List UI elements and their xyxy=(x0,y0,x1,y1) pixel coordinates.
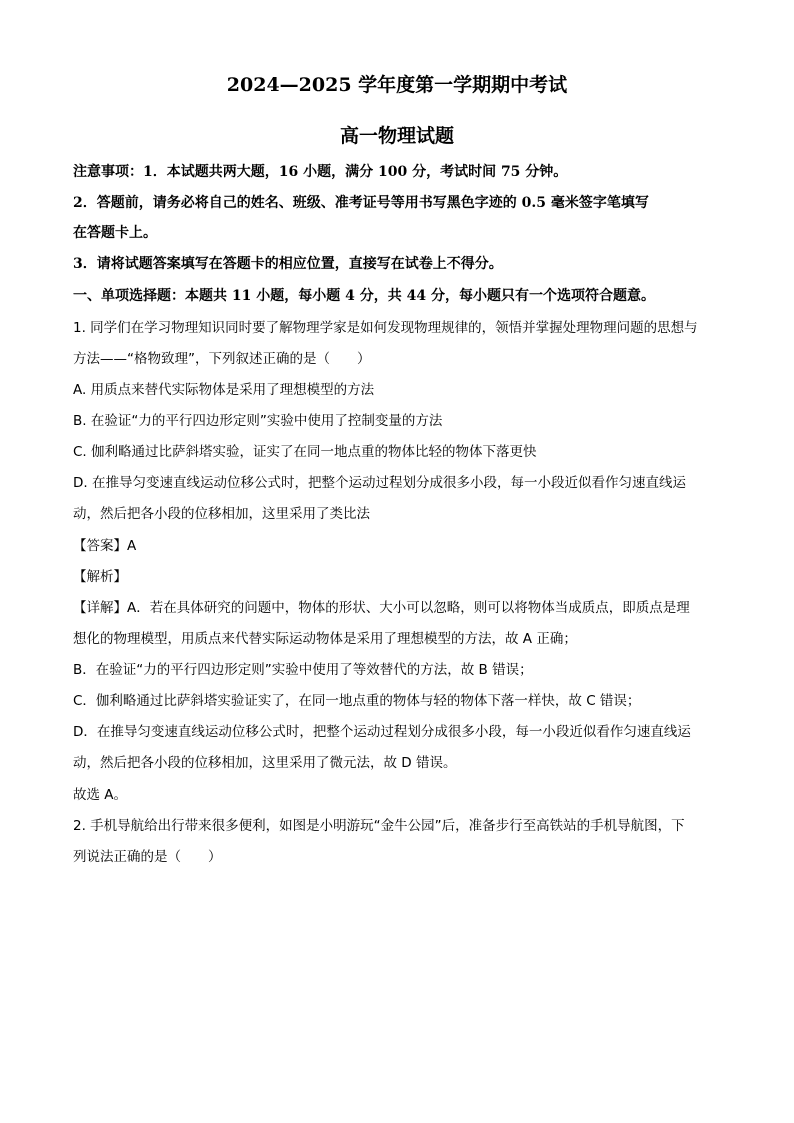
q1-detail-line-7: 故选 A。 xyxy=(73,787,128,803)
q1-detail-line-1: 【详解】A．若在具体研究的问题中，物体的形状、大小可以忽略，则可以将物体当成质点，即质点是理 xyxy=(73,600,690,616)
subject-title: 高一物理试题 xyxy=(339,125,454,147)
q1-detail-line-2: 想化的物理模型，用质点来代替实际运动物体是采用了理想模型的方法，故 A 正确； xyxy=(73,631,577,647)
q1-option-d-continued: 动，然后把各小段的位移相加，这里采用了类比法 xyxy=(73,506,370,522)
q1-detail-line-5: D．在推导匀变速直线运动位移公式时，把整个运动过程划分成很多小段，每一小段近似看作匀速直线运 xyxy=(73,724,691,740)
q1-detail-line-6: 动，然后把各小段的位移相加，这里采用了微元法，故 D 错误。 xyxy=(73,755,457,771)
q1-detail-line-3: B．在验证“力的平行四边形定则”实验中使用了等效替代的方法，故 B 错误； xyxy=(73,662,533,678)
q1-analysis-label: 【解析】 xyxy=(73,569,127,585)
q1-detail-line-4: C．伽利略通过比萨斜塔实验证实了，在同一地点重的物体与轻的物体下落一样快，故 C 错误； xyxy=(73,693,641,709)
notes-line-2: 2．答题前，请务必将自己的姓名、班级、准考证号等用书写黑色字迹的 0.5 毫米签字笔填写 xyxy=(73,195,649,211)
notes-line-1: 注意事项：1．本试题共两大题，16 小题，满分 100 分，考试时间 75 分钟。 xyxy=(73,164,568,180)
notes-line-4: 3．请将试题答案填写在答题卡的相应位置，直接写在试卷上不得分。 xyxy=(73,256,503,272)
q1-stem-line-2: 方法——“格物致理”，下列叙述正确的是（ ） xyxy=(73,351,371,367)
notes-line-3: 在答题卡上。 xyxy=(73,225,157,241)
q2-stem-line-1: 2. 手机导航给出行带来很多便利，如图是小明游玩“金牛公园”后，准备步行至高铁站的手机导航图，下 xyxy=(73,818,685,834)
section-heading: 一、单项选择题：本题共 11 小题，每小题 4 分，共 44 分，每小题只有一个选项符合题意。 xyxy=(73,288,655,304)
q2-stem-line-2: 列说法正确的是（ ） xyxy=(73,849,222,865)
q1-option-a: A. 用质点来替代实际物体是采用了理想模型的方法 xyxy=(73,382,375,398)
q1-option-b: B. 在验证“力的平行四边形定则”实验中使用了控制变量的方法 xyxy=(73,413,443,429)
q1-answer: 【答案】A xyxy=(73,538,137,554)
q1-option-c: C. 伽利略通过比萨斜塔实验，证实了在同一地点重的物体比轻的物体下落更快 xyxy=(73,444,537,460)
exam-title: 2024—2025 学年度第一学期期中考试 xyxy=(226,74,568,96)
q1-option-d: D. 在推导匀变速直线运动位移公式时，把整个运动过程划分成很多小段，每一小段近似看作匀速直线运 xyxy=(73,475,686,491)
q1-stem-line-1: 1. 同学们在学习物理知识同时要了解物理学家是如何发现物理规律的，领悟并掌握处理物理问题的思想与 xyxy=(73,320,698,336)
